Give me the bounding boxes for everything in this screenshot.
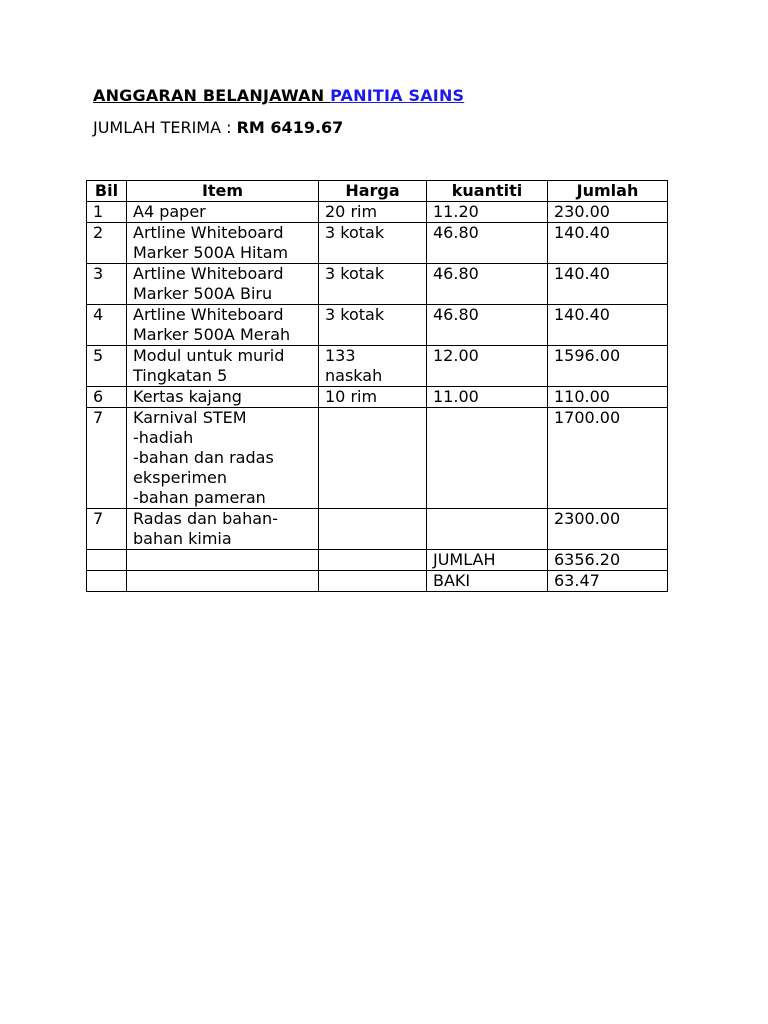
cell-bil: 4 (87, 305, 127, 346)
cell-bil: 5 (87, 346, 127, 387)
cell-kuantiti: 11.20 (427, 202, 548, 223)
cell-bil (87, 550, 127, 571)
amount-received-label: JUMLAH TERIMA : (93, 118, 237, 137)
table-row (87, 346, 668, 387)
table-body (87, 202, 668, 592)
table-header-row (87, 181, 668, 202)
table-row (87, 305, 668, 346)
budget-table (86, 180, 668, 592)
cell-item: Artline Whiteboard Marker 500A Merah (127, 305, 319, 346)
header-item: Item (127, 181, 319, 202)
cell-kuantiti: 12.00 (427, 346, 548, 387)
header-kuantiti: kuantiti (427, 181, 548, 202)
cell-jumlah: 140.40 (548, 264, 668, 305)
cell-kuantiti (427, 408, 548, 509)
cell-harga (319, 509, 427, 550)
amount-received-line (93, 118, 343, 137)
balance-label: BAKI (427, 571, 548, 592)
cell-item: Radas dan bahan- bahan kimia (127, 509, 319, 550)
table-row (87, 264, 668, 305)
title-text: ANGGARAN BELANJAWAN (93, 86, 331, 105)
cell-jumlah: 1596.00 (548, 346, 668, 387)
cell-item: A4 paper (127, 202, 319, 223)
cell-kuantiti: 11.00 (427, 387, 548, 408)
balance-value: 63.47 (548, 571, 668, 592)
cell-harga: 10 rim (319, 387, 427, 408)
table-row (87, 408, 668, 509)
cell-harga: 133 naskah (319, 346, 427, 387)
cell-bil: 7 (87, 509, 127, 550)
document-title (93, 86, 464, 105)
cell-harga: 3 kotak (319, 305, 427, 346)
cell-jumlah: 1700.00 (548, 408, 668, 509)
cell-item: Modul untuk murid Tingkatan 5 (127, 346, 319, 387)
header-harga: Harga (319, 181, 427, 202)
cell-item: Artline Whiteboard Marker 500A Hitam (127, 223, 319, 264)
cell-jumlah: 2300.00 (548, 509, 668, 550)
cell-bil (87, 571, 127, 592)
header-bil: Bil (87, 181, 127, 202)
cell-harga: 20 rim (319, 202, 427, 223)
cell-item: Kertas kajang (127, 387, 319, 408)
cell-harga (319, 550, 427, 571)
cell-item: Karnival STEM -hadiah -bahan dan radas eksperimen -bahan pameran (127, 408, 319, 509)
cell-harga (319, 408, 427, 509)
cell-bil: 7 (87, 408, 127, 509)
header-jumlah: Jumlah (548, 181, 668, 202)
cell-harga (319, 571, 427, 592)
cell-bil: 1 (87, 202, 127, 223)
amount-received-value: RM 6419.67 (236, 118, 344, 137)
cell-harga: 3 kotak (319, 264, 427, 305)
table-row (87, 223, 668, 264)
cell-item (127, 550, 319, 571)
cell-kuantiti: 46.80 (427, 223, 548, 264)
title-link-panitia-sains[interactable]: PANITIA SAINS (330, 86, 465, 105)
total-label: JUMLAH (427, 550, 548, 571)
cell-kuantiti (427, 509, 548, 550)
cell-bil: 2 (87, 223, 127, 264)
cell-jumlah: 110.00 (548, 387, 668, 408)
cell-harga: 3 kotak (319, 223, 427, 264)
cell-bil: 6 (87, 387, 127, 408)
table-row (87, 387, 668, 408)
table-row-balance (87, 571, 668, 592)
cell-jumlah: 140.40 (548, 223, 668, 264)
table-row-total (87, 550, 668, 571)
cell-bil: 3 (87, 264, 127, 305)
table-row (87, 202, 668, 223)
table-row (87, 509, 668, 550)
total-value: 6356.20 (548, 550, 668, 571)
cell-kuantiti: 46.80 (427, 264, 548, 305)
cell-item (127, 571, 319, 592)
cell-item: Artline Whiteboard Marker 500A Biru (127, 264, 319, 305)
cell-jumlah: 140.40 (548, 305, 668, 346)
cell-kuantiti: 46.80 (427, 305, 548, 346)
cell-jumlah: 230.00 (548, 202, 668, 223)
